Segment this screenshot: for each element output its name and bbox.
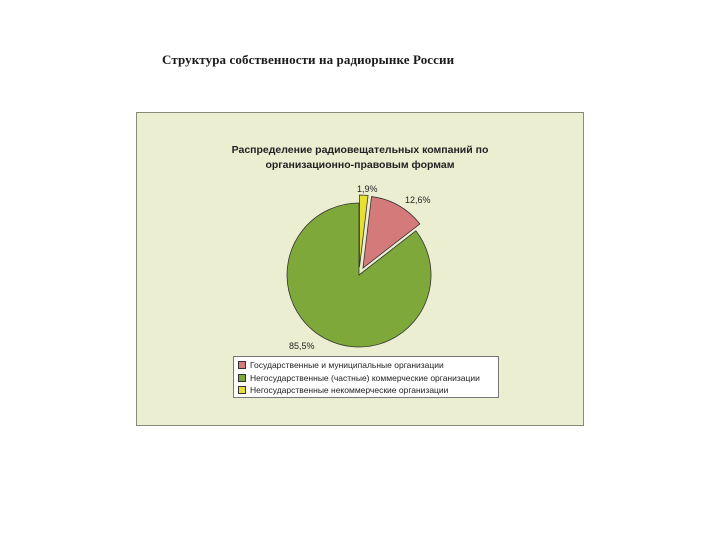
legend-item — [238, 372, 494, 385]
slide-title: Структура собственности на радиорынке России — [162, 52, 455, 67]
pie-data-label: 85,5% — [289, 341, 315, 351]
legend-label-nonprofit: Негосударственные некоммерческие организации — [250, 385, 449, 395]
legend-item — [238, 384, 494, 397]
chart-title-line-1: Распределение радиовещательных компаний по — [231, 144, 489, 156]
legend-swatch-state — [238, 361, 246, 369]
legend-item — [238, 359, 494, 372]
legend-swatch-private — [238, 374, 246, 382]
legend-swatch-nonprofit — [238, 386, 246, 394]
chart-title-line-2: организационно-правовым формам — [265, 159, 455, 171]
pie-data-label: 12,6% — [405, 195, 431, 205]
chart-area — [136, 112, 584, 426]
pie-data-label: 1,9% — [357, 184, 378, 194]
legend-label-state: Государственные и муниципальные организации — [250, 360, 444, 370]
chart-legend — [233, 356, 499, 398]
legend-label-private: Негосударственные (частные) коммерческие организации — [250, 372, 480, 383]
